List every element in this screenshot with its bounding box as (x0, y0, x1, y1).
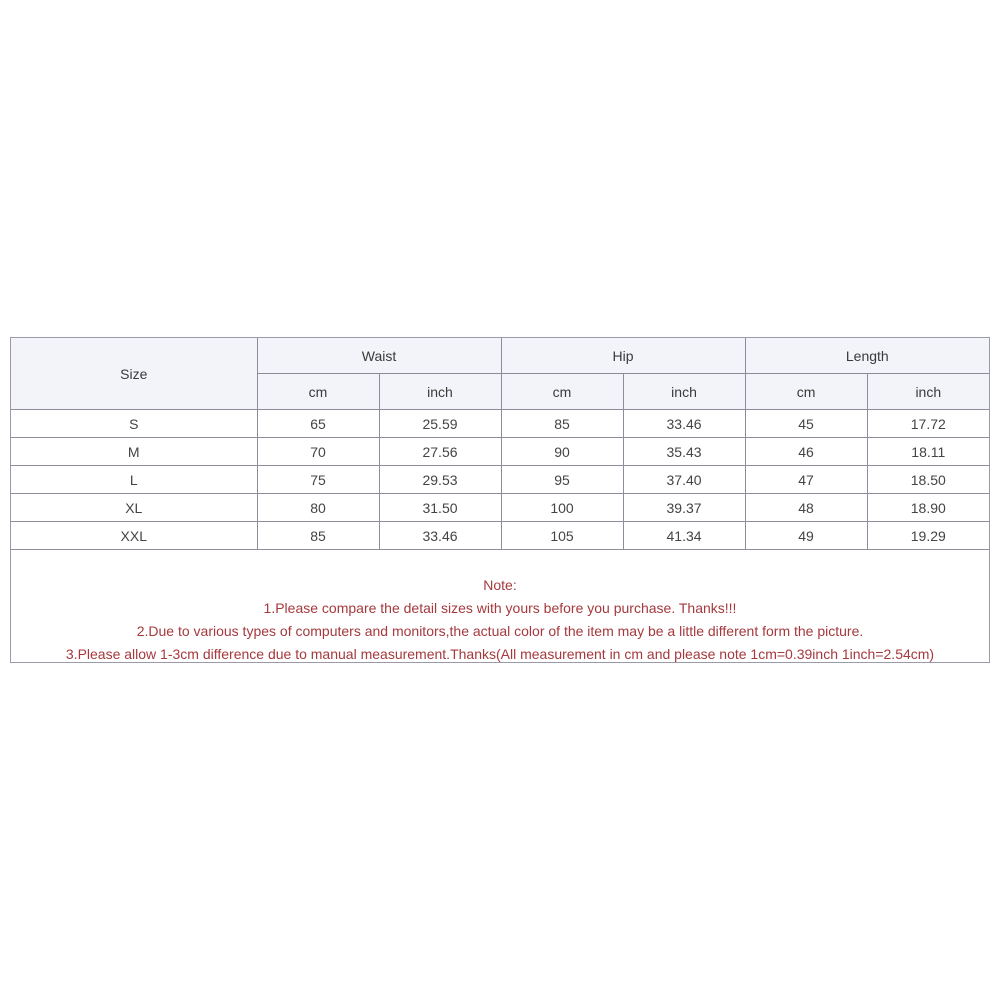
table-row (11, 522, 989, 550)
length-header: Length (745, 338, 989, 374)
table-cell: 75 (257, 466, 379, 494)
note-title: Note: (483, 577, 517, 593)
unit-header: cm (257, 374, 379, 410)
unit-header: inch (867, 374, 989, 410)
size-header: Size (11, 338, 257, 410)
table-cell: 105 (501, 522, 623, 550)
size-chart (10, 337, 990, 663)
unit-header: cm (501, 374, 623, 410)
table-cell: 70 (257, 438, 379, 466)
unit-header: cm (745, 374, 867, 410)
table-cell: 48 (745, 494, 867, 522)
note-line-3: 3.Please allow 1-3cm difference due to manual measurement.Thanks(All measurement in cm and please note 1cm=0.39inch 1inch=2.54cm) (65, 646, 935, 662)
table-cell: 49 (745, 522, 867, 550)
table-cell: 65 (257, 410, 379, 438)
table-cell: 85 (501, 410, 623, 438)
table-cell: 33.46 (379, 522, 501, 550)
table-cell: 18.11 (867, 438, 989, 466)
table-cell: 19.29 (867, 522, 989, 550)
table-cell: 29.53 (379, 466, 501, 494)
table-cell: 33.46 (623, 410, 745, 438)
table-cell: 31.50 (379, 494, 501, 522)
table-cell: 35.43 (623, 438, 745, 466)
table-cell: 85 (257, 522, 379, 550)
waist-header: Waist (257, 338, 501, 374)
table-cell: 45 (745, 410, 867, 438)
table-cell: 39.37 (623, 494, 745, 522)
table-row (11, 438, 989, 466)
size-cell: M (11, 438, 257, 466)
note-block (11, 550, 989, 666)
size-cell: XXL (11, 522, 257, 550)
table-row (11, 466, 989, 494)
table-cell: 100 (501, 494, 623, 522)
unit-header: inch (623, 374, 745, 410)
table-cell: 18.50 (867, 466, 989, 494)
size-table (11, 338, 989, 550)
table-cell: 47 (745, 466, 867, 494)
table-cell: 25.59 (379, 410, 501, 438)
header-row-groups (11, 338, 989, 374)
note-line-1: 1.Please compare the detail sizes with yours before you purchase. Thanks!!! (263, 600, 737, 616)
table-cell: 46 (745, 438, 867, 466)
table-cell: 27.56 (379, 438, 501, 466)
size-cell: XL (11, 494, 257, 522)
note-line-2: 2.Due to various types of computers and monitors,the actual color of the item may be a little different form the picture. (136, 623, 864, 639)
table-cell: 90 (501, 438, 623, 466)
table-cell: 95 (501, 466, 623, 494)
unit-header: inch (379, 374, 501, 410)
table-cell: 17.72 (867, 410, 989, 438)
table-cell: 37.40 (623, 466, 745, 494)
table-cell: 80 (257, 494, 379, 522)
table-cell: 41.34 (623, 522, 745, 550)
table-row (11, 410, 989, 438)
size-cell: S (11, 410, 257, 438)
table-row (11, 494, 989, 522)
hip-header: Hip (501, 338, 745, 374)
size-cell: L (11, 466, 257, 494)
table-cell: 18.90 (867, 494, 989, 522)
